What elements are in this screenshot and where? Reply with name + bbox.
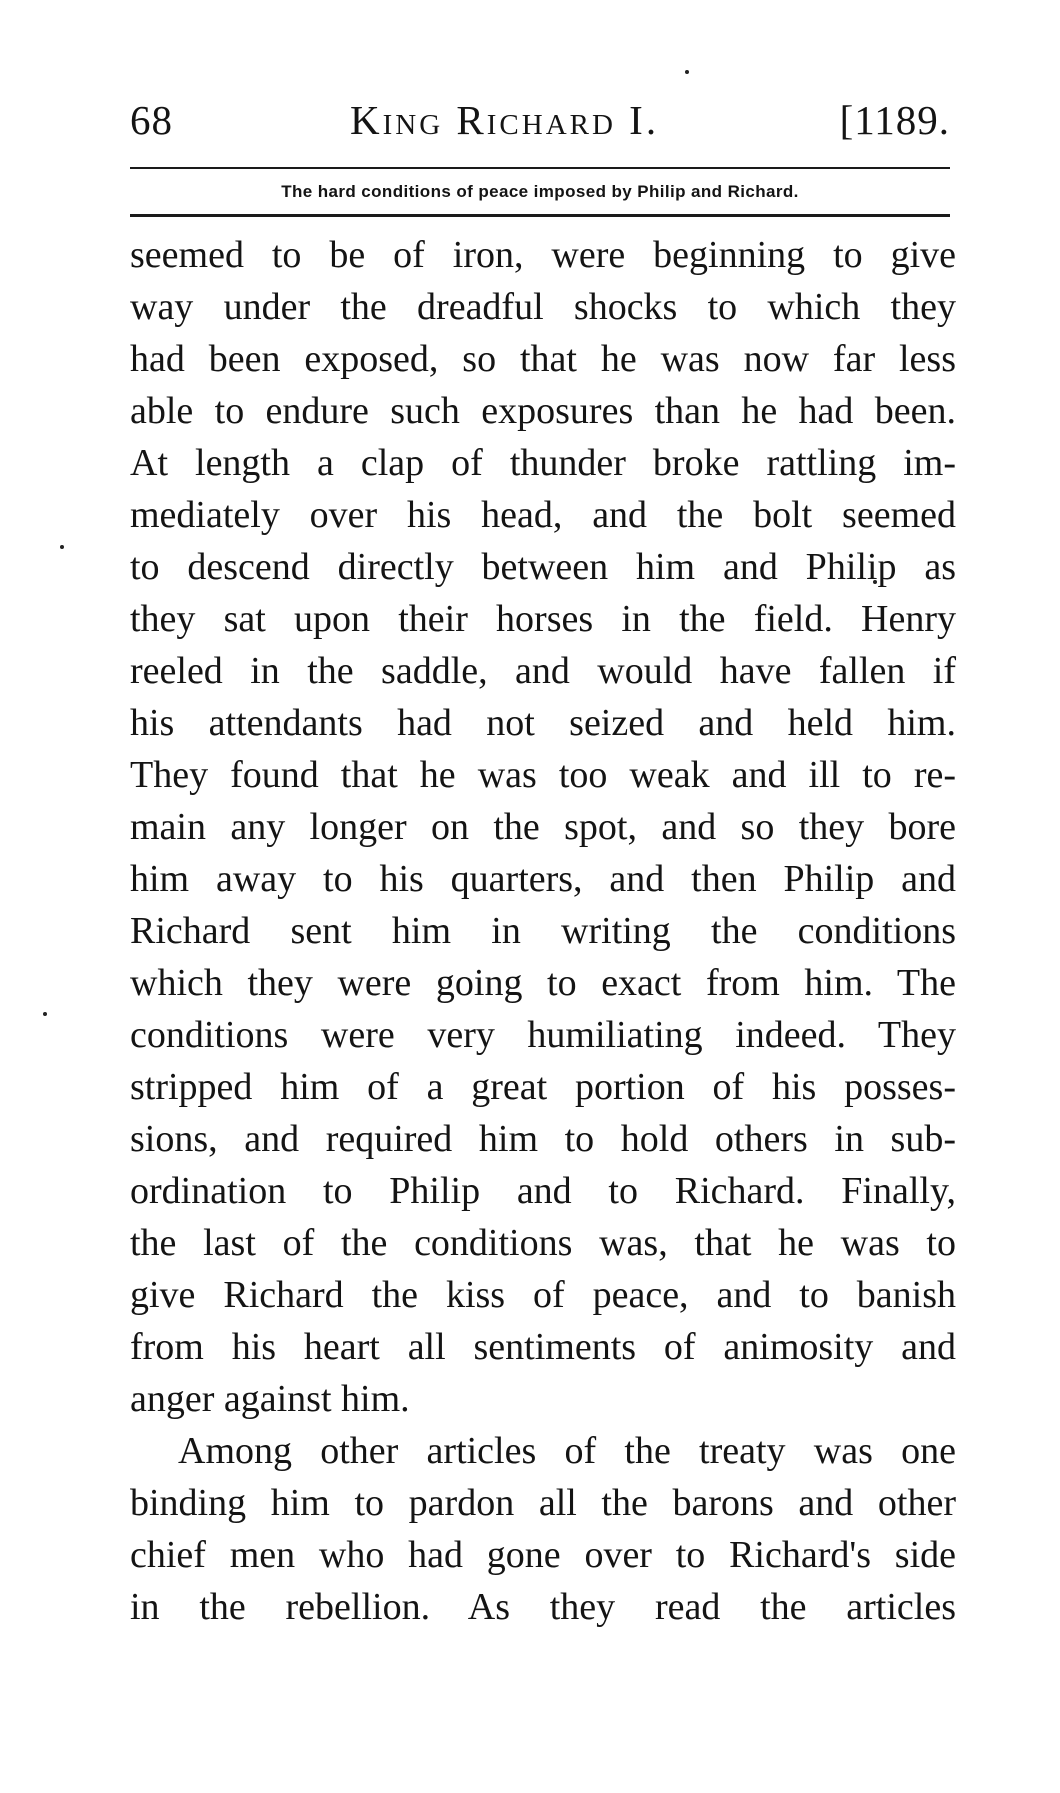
text-line: in the rebellion. As they read the articles [130,1586,956,1628]
header-rule-top [130,167,950,169]
text-line: had been exposed, so that he was now far less [130,338,956,380]
text-line: give Richard the kiss of peace, and to banish [130,1274,956,1316]
print-speck [685,70,689,74]
paragraph [130,1425,956,1633]
text-line: At length a clap of thunder broke rattling im- [130,442,956,484]
text-line: Among other articles of the treaty was one [178,1430,956,1472]
text-line: reeled in the saddle, and would have fallen if [130,650,956,692]
text-line: conditions were very humiliating indeed. They [130,1014,956,1056]
print-speck [60,545,64,549]
text-line: main any longer on the spot, and so they bore [130,806,956,848]
text-line: binding him to pardon all the barons and other [130,1482,956,1524]
running-year: [1189. [839,97,950,143]
running-title: King Richard I. [350,97,660,143]
text-line: him away to his quarters, and then Philip and [130,858,956,900]
running-head [130,92,950,148]
text-line: anger against him. [130,1378,410,1420]
text-line: stripped him of a great portion of his posses- [130,1066,956,1108]
text-line: They found that he was too weak and ill to re- [130,754,956,796]
text-line: to descend directly between him and Philip as [130,546,956,588]
text-line: sions, and required him to hold others in sub- [130,1118,956,1160]
text-line: his attendants had not seized and held him. [130,702,956,744]
paragraph [130,229,956,1425]
text-line: chief men who had gone over to Richard's side [130,1534,956,1576]
text-line: which they were going to exact from him. The [130,962,956,1004]
text-line: the last of the conditions was, that he was to [130,1222,956,1264]
page-subheading: The hard conditions of peace imposed by Philip and Richard. [281,182,799,201]
body-text [130,229,956,1633]
text-line: way under the dreadful shocks to which they [130,286,956,328]
text-line: from his heart all sentiments of animosity and [130,1326,956,1368]
text-line: seemed to be of iron, were beginning to give [130,234,956,276]
text-line: ordination to Philip and to Richard. Finally, [130,1170,956,1212]
header-rule-bottom [130,214,950,217]
text-line: Richard sent him in writing the conditions [130,910,956,952]
text-line: they sat upon their horses in the field. Henry [130,598,956,640]
text-line: mediately over his head, and the bolt seemed [130,494,956,536]
print-speck [43,1012,47,1016]
page-number: 68 [130,97,173,143]
text-line: able to endure such exposures than he had been. [130,390,956,432]
